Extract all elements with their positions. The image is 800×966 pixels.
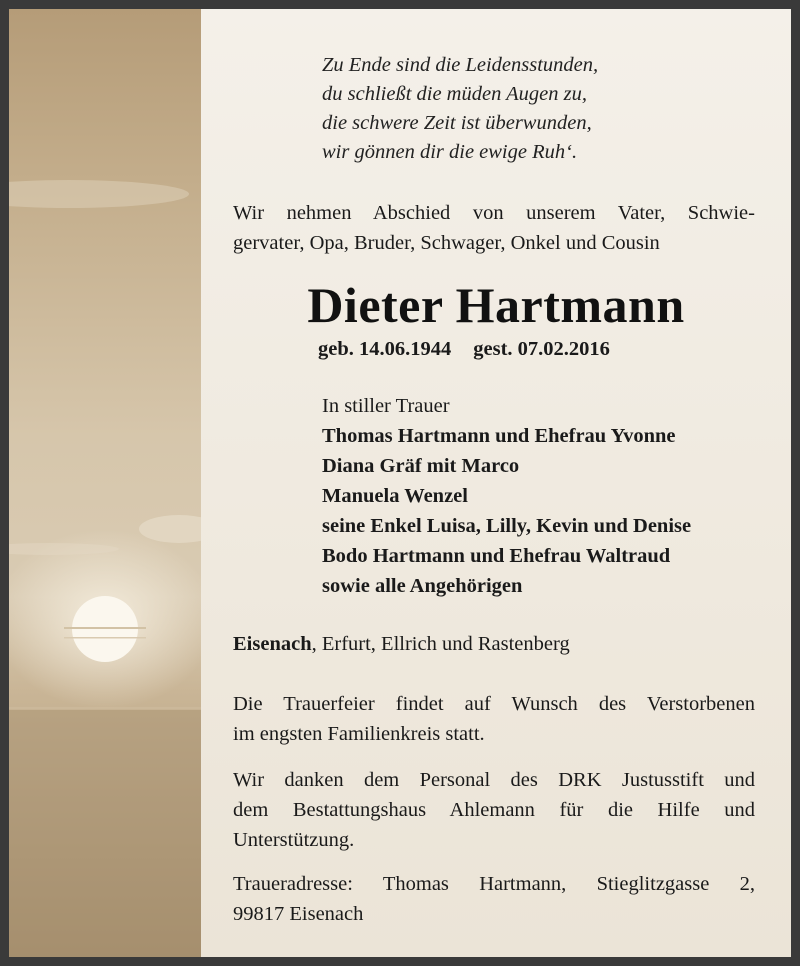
birth-date: geb. 14.06.1944 [318, 338, 452, 360]
mourner-name: Diana Gräf mit Marco [322, 455, 520, 477]
poem-line: Zu Ende sind die Leidensstunden, [322, 54, 599, 76]
poem-line: wir gönnen dir die ewige Ruh‘. [322, 141, 578, 163]
intro-line: gervater, Opa, Bruder, Schwager, Onkel und Cousin [233, 232, 660, 254]
mourning-address [233, 869, 755, 929]
address-line: Traueradresse: Thomas Hartmann, Stieglitzgasse 2, [233, 873, 755, 895]
mourner-name: seine Enkel Luisa, Lilly, Kevin und Denise [322, 515, 692, 537]
mourner-name: Bodo Hartmann und Ehefrau Waltraud [322, 545, 671, 567]
funeral-note-line: Die Trauerfeier findet auf Wunsch des Verstorbenen [233, 693, 755, 715]
death-date: gest. 07.02.2016 [473, 338, 610, 360]
mourner-name: sowie alle Angehörigen [322, 575, 523, 597]
memorial-poem [322, 51, 598, 167]
thanks-line: Unterstützung. [233, 829, 355, 851]
location-line [233, 629, 570, 659]
mourner-name: Manuela Wenzel [322, 485, 468, 507]
location-main: Eisenach [233, 633, 312, 655]
location-rest: , Erfurt, Ellrich und Rastenberg [311, 633, 570, 655]
farewell-intro [233, 198, 755, 258]
thanks-note [233, 765, 755, 855]
intro-line: Wir nehmen Abschied von unserem Vater, Schwie- [233, 202, 755, 224]
thanks-line: Wir danken dem Personal des DRK Justusstift und [233, 769, 755, 791]
address-line: 99817 Eisenach [233, 903, 364, 925]
mourners-list [322, 391, 691, 601]
poem-line: die schwere Zeit ist überwunden, [322, 112, 592, 134]
thanks-line: dem Bestattungshaus Ahlemann für die Hilfe und [233, 799, 755, 821]
notice-text-area [201, 9, 791, 957]
funeral-note [233, 689, 755, 749]
sunset-photo [9, 9, 201, 957]
mourners-heading: In stiller Trauer [322, 395, 450, 417]
sunset-photo-image [9, 9, 201, 957]
poem-line: du schließt die müden Augen zu, [322, 83, 587, 105]
mourner-name: Thomas Hartmann und Ehefrau Yvonne [322, 425, 676, 447]
funeral-note-line: im engsten Familienkreis statt. [233, 723, 485, 745]
life-dates [318, 335, 610, 363]
deceased-name: Dieter Hartmann [307, 277, 685, 333]
